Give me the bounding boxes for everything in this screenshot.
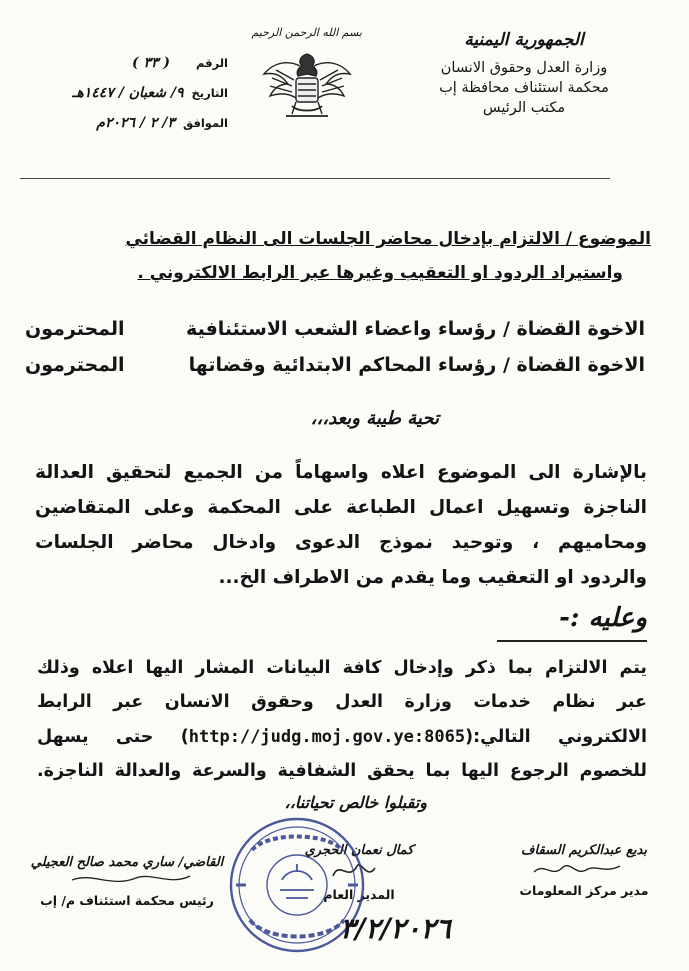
subject-block bbox=[31, 222, 651, 290]
addressee-2 bbox=[25, 354, 645, 376]
number-label: الرقم bbox=[196, 56, 228, 70]
ministry-name: وزارة العدل وحقوق الانسان bbox=[440, 60, 608, 76]
number-row bbox=[28, 52, 228, 82]
subject-line-2: واستيراد الردود او التعقيب وغيرها عبر الرابط الالكتروني . bbox=[137, 263, 623, 283]
paragraph-2-line-3-start: الالكتروني التالي:( bbox=[465, 727, 647, 747]
paragraph-1-line-1: بالإشارة الى الموضوع اعلاه واسهاماً من الجميع لتحقيق العدالة bbox=[35, 462, 647, 483]
addressee-1 bbox=[25, 318, 645, 340]
signer-left-title: رئيس محكمة استئناف م/ إب bbox=[40, 893, 214, 908]
corresponding-value: ٣/ ٢ / ٢٠٢٦م bbox=[96, 115, 175, 131]
paragraph-1-line-3: ومحاميهم ، وتوحيد نموذج الدعوى وادخال محاضر الجلسات bbox=[35, 532, 647, 553]
date-value: ٩/ شعبان / ١٤٤٧هـ bbox=[72, 85, 184, 101]
paragraph-1-line-4: والردود او التعقيب وما يقدم من الاطراف الخ... bbox=[218, 567, 647, 588]
signature-right-scribble-icon bbox=[524, 858, 644, 880]
signer-right-name: بديع عبدالكريم السقاف bbox=[521, 843, 647, 858]
handwritten-date: ٣/٢/٢٠٢٦ bbox=[340, 912, 451, 945]
addressee-1-text: الاخوة القضاة / رؤساء واعضاء الشعب الاستئنافية bbox=[186, 318, 645, 340]
paragraph-2-line-1: يتم الالتزام بما ذكر وإدخال كافة البيانات المشار اليها اعلاه وذلك bbox=[37, 658, 647, 678]
header-divider bbox=[20, 178, 610, 179]
letterhead-right bbox=[399, 30, 649, 118]
office-name: مكتب الرئيس bbox=[482, 100, 566, 116]
paragraph-2-line-3 bbox=[37, 727, 647, 747]
date-row bbox=[28, 82, 228, 112]
accordingly-underline bbox=[497, 640, 647, 642]
paragraph-1-line-2: الناجزة وتسهيل اعمال الطباعة على المحكمة وعلى المتقاضين bbox=[35, 497, 647, 518]
signature-right bbox=[509, 843, 659, 898]
portal-url-link[interactable]: http://judg.moj.gov.ye:8065 bbox=[188, 727, 466, 747]
signature-left-scribble-icon bbox=[52, 870, 202, 890]
accordingly-heading: وعليه :- bbox=[559, 603, 647, 633]
number-value: ( ٣٣ ) bbox=[131, 55, 171, 71]
letterhead-left bbox=[28, 52, 228, 142]
corresponding-row bbox=[28, 112, 228, 142]
court-name: محكمة استئناف محافظة إب bbox=[439, 80, 609, 96]
republic-name: الجمهورية اليمنية bbox=[464, 30, 584, 50]
addressee-2-suffix: المحترمون bbox=[25, 354, 125, 376]
corresponding-label: الموافق bbox=[182, 116, 228, 130]
closing-line: وتقبلوا خالص تحياتنا،، bbox=[284, 793, 427, 812]
greeting: تحية طيبة وبعد،،، bbox=[310, 408, 439, 429]
addressee-1-suffix: المحترمون bbox=[25, 318, 125, 340]
paragraph-2-line-2: عبر نظام خدمات وزارة العدل وحقوق الانسان عبر الرابط bbox=[37, 692, 647, 712]
signer-middle-name: كمال نعمان الحجري bbox=[304, 843, 414, 858]
basmala: بسم الله الرحمن الرحيم bbox=[251, 26, 362, 39]
eagle-emblem-icon bbox=[252, 26, 362, 136]
paragraph-2-line-3-end: ) حتى يسهل bbox=[37, 727, 189, 747]
date-label: التاريخ bbox=[191, 86, 228, 100]
signer-right-title: مدير مركز المعلومات bbox=[519, 883, 649, 898]
addressee-2-text: الاخوة القضاة / رؤساء المحاكم الابتدائية وقضاتها bbox=[188, 354, 645, 376]
signature-left bbox=[22, 855, 232, 908]
signer-middle-title: المدير العام bbox=[323, 887, 395, 902]
subject-line-1: الموضوع / الالتزام بإدخال محاضر الجلسات الى النظام القضائي bbox=[125, 229, 651, 249]
paragraph-2-line-4: للخصوم الرجوع اليها بما يحقق الشفافية والسرعة والعدالة الناجزة. bbox=[37, 761, 647, 781]
signer-left-name: القاضي/ ساري محمد صالح العجيلي bbox=[30, 855, 224, 870]
